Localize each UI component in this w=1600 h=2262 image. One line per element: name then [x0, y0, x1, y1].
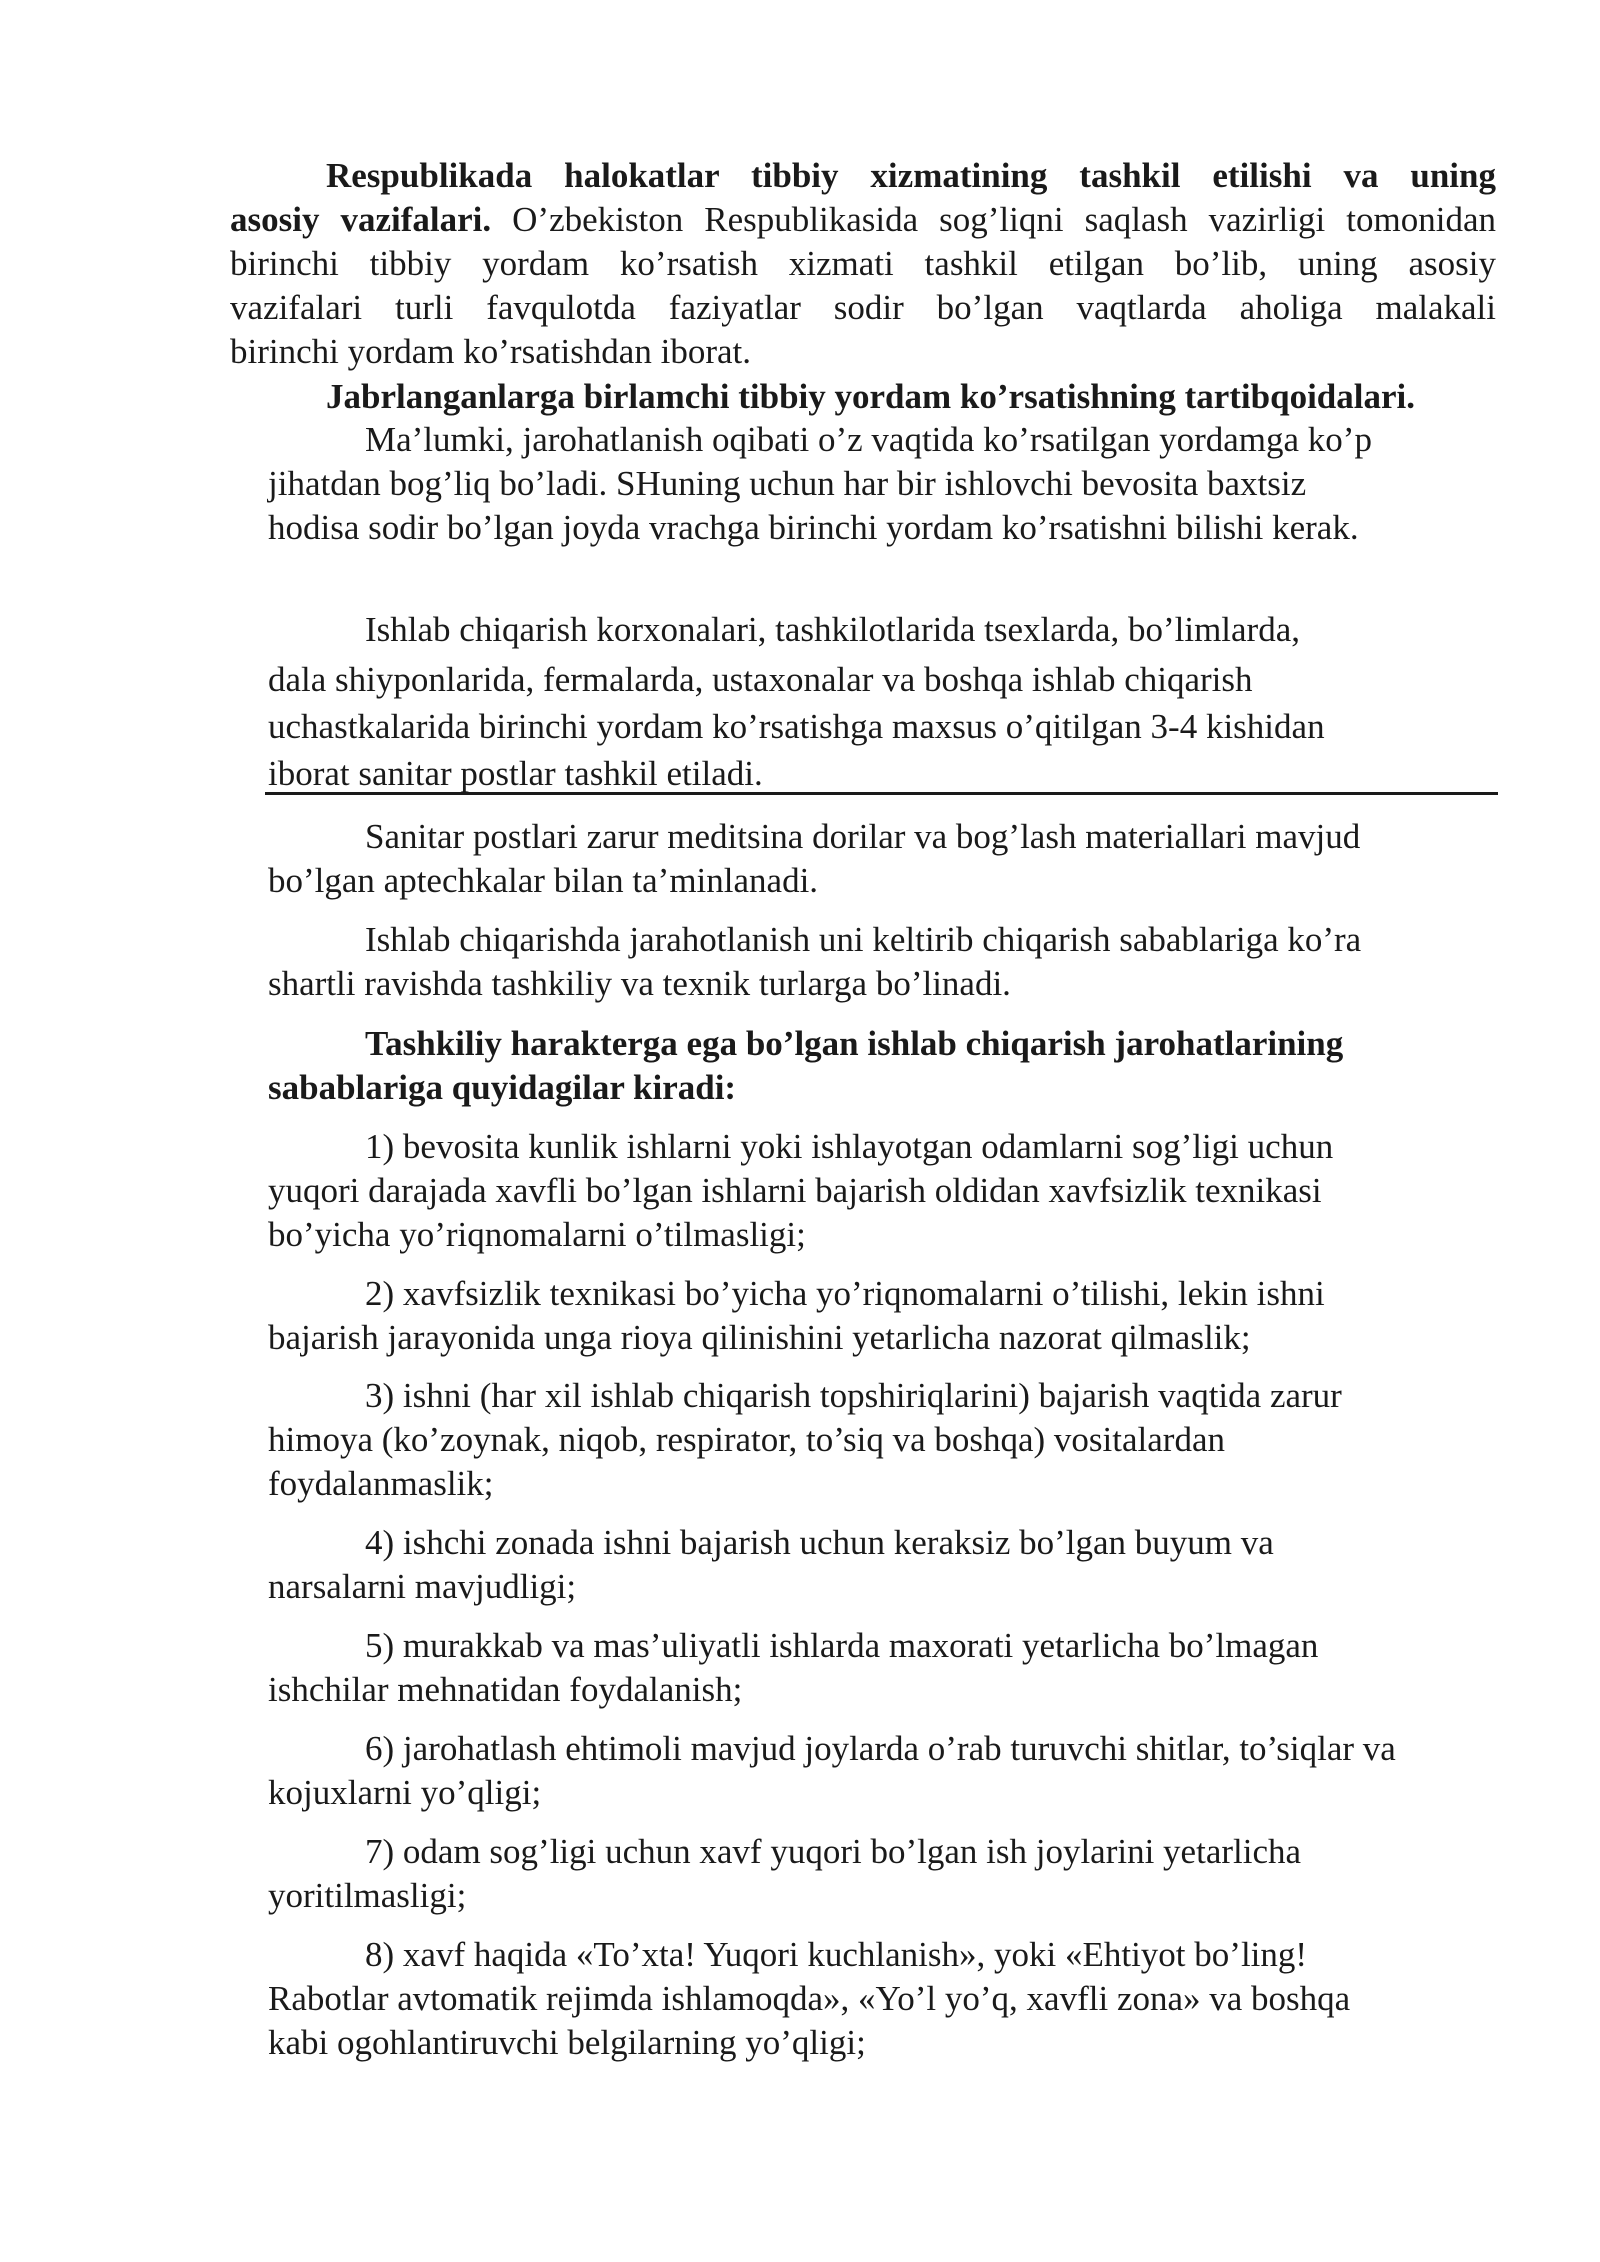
- list-item: [268, 1830, 1301, 1918]
- paragraph-line: birinchi tibbiy yordam ko’rsatish xizmati tashkil etilgan bo’lib, uning asosiy: [230, 244, 1496, 283]
- list-item-line: Rabotlar avtomatik rejimda ishlamoqda», «Yo’l yo’q, xavfli zona» va boshqa: [268, 1979, 1351, 2018]
- paragraph-line: hodisa sodir bo’lgan joyda vrachga birinchi yordam ko’rsatishni bilishi kerak.: [268, 508, 1359, 547]
- paragraph-tibbiy-xizmat: [230, 154, 1496, 374]
- list-item: [268, 1374, 1342, 1506]
- paragraph-line: Sanitar postlari zarur meditsina dorilar va bog’lash materiallari mavjud: [365, 817, 1361, 856]
- heading-line: sabablariga quyidagilar kiradi:: [268, 1068, 737, 1107]
- paragraph-line: Ma’lumki, jarohatlanish oqibati o’z vaqtida ko’rsatilgan yordamga ko’p: [365, 420, 1372, 459]
- list-item-line: 5) murakkab va mas’uliyatli ishlarda maxorati yetarlicha bo’lmagan: [365, 1626, 1319, 1665]
- list-item-line: ishchilar mehnatidan foydalanish;: [268, 1670, 743, 1709]
- list-item-line: bajarish jarayonida unga rioya qilinishini yetarlicha nazorat qilmaslik;: [268, 1318, 1251, 1357]
- list-item-line: himoya (ko’zoynak, niqob, respirator, to’siq va boshqa) vositalardan: [268, 1420, 1225, 1459]
- paragraph-line: jihatdan bog’liq bo’ladi. SHuning uchun har bir ishlovchi bevosita baxtsiz: [268, 464, 1307, 503]
- section-heading-tashkiliy: [268, 1022, 1343, 1110]
- paragraph-line: Ishlab chiqarish korxonalari, tashkilotlarida tsexlarda, bo’limlarda,: [365, 610, 1300, 649]
- paragraph-line: birinchi yordam ko’rsatishdan iborat.: [230, 332, 751, 371]
- list-item-line: foydalanmaslik;: [268, 1464, 494, 1503]
- paragraph-line: bo’lgan aptechkalar bilan ta’minlanadi.: [268, 861, 819, 900]
- list-item-line: bo’yicha yo’riqnomalarni o’tilmasligi;: [268, 1215, 806, 1254]
- list-item-line: yoritilmasligi;: [268, 1876, 467, 1915]
- list-item-line: kojuxlarni yo’qligi;: [268, 1773, 542, 1812]
- list-item-line: 6) jarohatlash ehtimoli mavjud joylarda o’rab turuvchi shitlar, to’siqlar va: [365, 1729, 1396, 1768]
- list-item: [268, 1624, 1318, 1712]
- list-item-line: 2) xavfsizlik texnikasi bo’yicha yo’riqnomalarni o’tilishi, lekin ishni: [365, 1274, 1325, 1313]
- list-item-line: yuqori darajada xavfli bo’lgan ishlarni bajarish oldidan xavfsizlik texnikasi: [268, 1171, 1322, 1210]
- paragraph-line: iborat sanitar postlar tashkil etiladi.: [268, 754, 763, 793]
- list-item: [268, 1933, 1350, 2065]
- section-heading: Respublikada halokatlar tibbiy xizmatining tashkil etilishi va uning: [326, 156, 1496, 195]
- list-item-line: 1) bevosita kunlik ishlarni yoki ishlayotgan odamlarni sog’ligi uchun: [365, 1127, 1334, 1166]
- paragraph-jarahot-turlar: [268, 918, 1361, 1006]
- paragraph-line: [230, 198, 1496, 242]
- paragraph-line: Ishlab chiqarishda jarahotlanish uni keltirib chiqarish sabablariga ko’ra: [365, 920, 1362, 959]
- list-item-line: narsalarni mavjudligi;: [268, 1567, 577, 1606]
- section-heading-tartib: Jabrlanganlarga birlamchi tibbiy yordam ko’rsatishning tartibqoidalari.: [326, 377, 1415, 416]
- list-item-line: 7) odam sog’ligi uchun xavf yuqori bo’lgan ish joylarini yetarlicha: [365, 1832, 1302, 1871]
- horizontal-rule: [265, 792, 1498, 795]
- list-item-line: kabi ogohlantiruvchi belgilarning yo’qligi;: [268, 2023, 866, 2062]
- list-item: [268, 1521, 1274, 1609]
- paragraph-text: O’zbekiston Respublikasida sog’liqni saqlash vazirligi tomonidan: [491, 200, 1496, 239]
- paragraph-line: dala shiyponlarida, fermalarda, ustaxonalar va boshqa ishlab chiqarish: [268, 660, 1253, 699]
- list-item: [268, 1125, 1333, 1257]
- paragraph-line: uchastkalarida birinchi yordam ko’rsatishga maxsus o’qitilgan 3-4 kishidan: [268, 707, 1325, 746]
- list-item-line: 3) ishni (har xil ishlab chiqarish topshiriqlarini) bajarish vaqtida zarur: [365, 1376, 1342, 1415]
- list-item-line: 8) xavf haqida «To’xta! Yuqori kuchlanish», yoki «Ehtiyot bo’ling!: [365, 1935, 1308, 1974]
- paragraph-line: shartli ravishda tashkiliy va texnik turlarga bo’linadi.: [268, 964, 1011, 1003]
- heading-line: Tashkiliy harakterga ega bo’lgan ishlab chiqarish jarohatlarining: [365, 1024, 1344, 1063]
- paragraph-aptechka: [268, 815, 1360, 903]
- paragraph-sanitar-postlar: [268, 606, 1325, 797]
- paragraph-malumki: [268, 418, 1372, 550]
- list-item: [268, 1272, 1325, 1360]
- section-heading-end: asosiy vazifalari.: [230, 200, 492, 239]
- paragraph-line: vazifalari turli favqulotda faziyatlar sodir bo’lgan vaqtlarda aholiga malakali: [230, 288, 1496, 327]
- list-item-line: 4) ishchi zonada ishni bajarish uchun keraksiz bo’lgan buyum va: [365, 1523, 1274, 1562]
- list-item: [268, 1727, 1396, 1815]
